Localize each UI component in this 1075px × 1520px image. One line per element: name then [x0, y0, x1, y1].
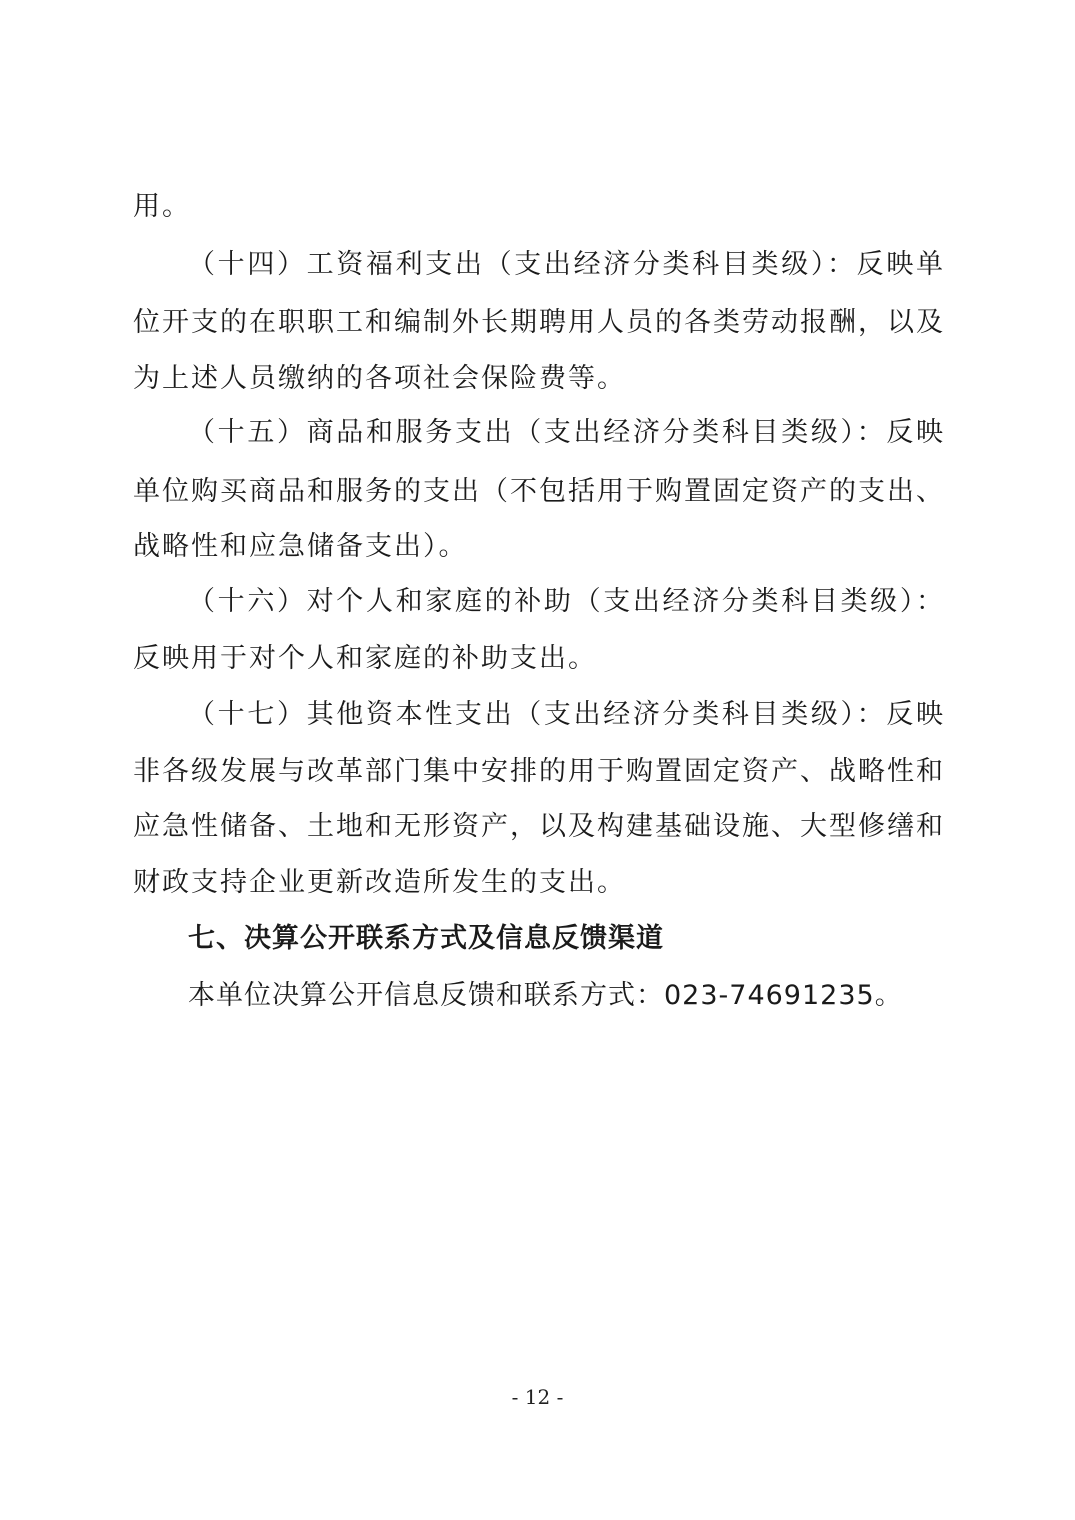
paragraph-line: 用。: [133, 191, 191, 222]
paragraph-line: 财政支持企业更新改造所发生的支出。: [133, 867, 626, 898]
page-number: - 12 -: [511, 1385, 564, 1409]
paragraph-line: 本单位决算公开信息反馈和联系方式：023-74691235。: [188, 980, 903, 1011]
paragraph-line: （十五）商品和服务支出（支出经济分类科目类级）：反映: [188, 417, 945, 448]
paragraph-line: 应急性储备、土地和无形资产，以及构建基础设施、大型修缮和: [133, 811, 945, 842]
paragraph-line: （十六）对个人和家庭的补助（支出经济分类科目类级）：: [188, 586, 945, 617]
paragraph-line: 战略性和应急储备支出）。: [133, 531, 468, 562]
paragraph-line: 位开支的在职职工和编制外长期聘用人员的各类劳动报酬，以及: [133, 307, 945, 338]
paragraph-line: 反映用于对个人和家庭的补助支出。: [133, 643, 597, 674]
paragraph-line: （十七）其他资本性支出（支出经济分类科目类级）：反映: [188, 699, 945, 730]
paragraph-line: 单位购买商品和服务的支出（不包括用于购置固定资产的支出、: [133, 476, 945, 507]
paragraph-line: （十四）工资福利支出（支出经济分类科目类级）：反映单: [188, 249, 945, 280]
section-heading: 七、决算公开联系方式及信息反馈渠道: [188, 923, 664, 954]
paragraph-line: 为上述人员缴纳的各项社会保险费等。: [133, 363, 626, 394]
paragraph-line: 非各级发展与改革部门集中安排的用于购置固定资产、战略性和: [133, 756, 945, 787]
